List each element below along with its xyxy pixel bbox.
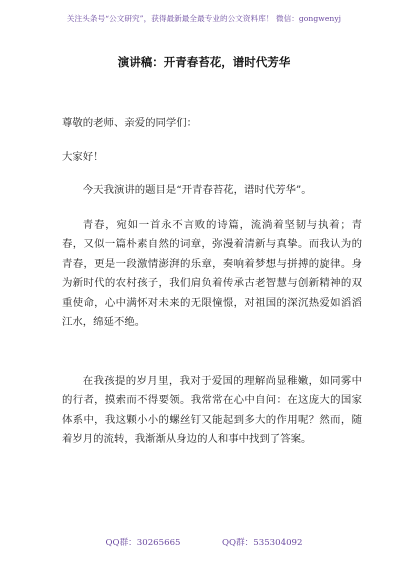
- paragraph-childhood: 在我孩提的岁月里，我对于爱国的理解尚显稚嫩，如同雾中的行者，摸索而不得要领。我常常在心中自问：在这庞大的国家体系中，我这颗小小的螺丝钉又能起到多大的作用呢？然而，随着岁月的流转，我渐渐从身边的人和事中找到了答案。: [62, 375, 362, 446]
- paragraph-youth: 青春，宛如一首永不言败的诗篇，流淌着坚韧与执着；青春，又似一篇朴素自然的词章，弥漫着清新与真挚。而我认为的青春，更是一段激情澎湃的乐章，奏响着梦想与拼搏的旋律。身为新时代的农村孩子，我们肩负着传承古老智慧与创新精神的双重使命，心中满怀对未来的无限憧憬，对祖国的深沉热爱如滔滔江水，绵延不绝。: [62, 219, 362, 329]
- paragraph-intro: 今天我演讲的题目是“开青春苔花，谱时代芳华”。: [82, 184, 312, 196]
- greeting: 大家好！: [62, 151, 104, 163]
- footer-qq-group-2: QQ群：535304092: [222, 538, 303, 548]
- promo-banner: 关注头条号“公文研究”，获得最新最全最专业的公文资料库！ 微信：gongwenyj: [66, 14, 342, 23]
- footer-contacts: [0, 537, 408, 549]
- footer-qq-group-1: QQ群：30265665: [105, 538, 181, 548]
- salutation: 尊敬的老师、亲爱的同学们：: [62, 117, 198, 129]
- document-title: 演讲稿：开青春苔花，谱时代芳华: [117, 55, 291, 69]
